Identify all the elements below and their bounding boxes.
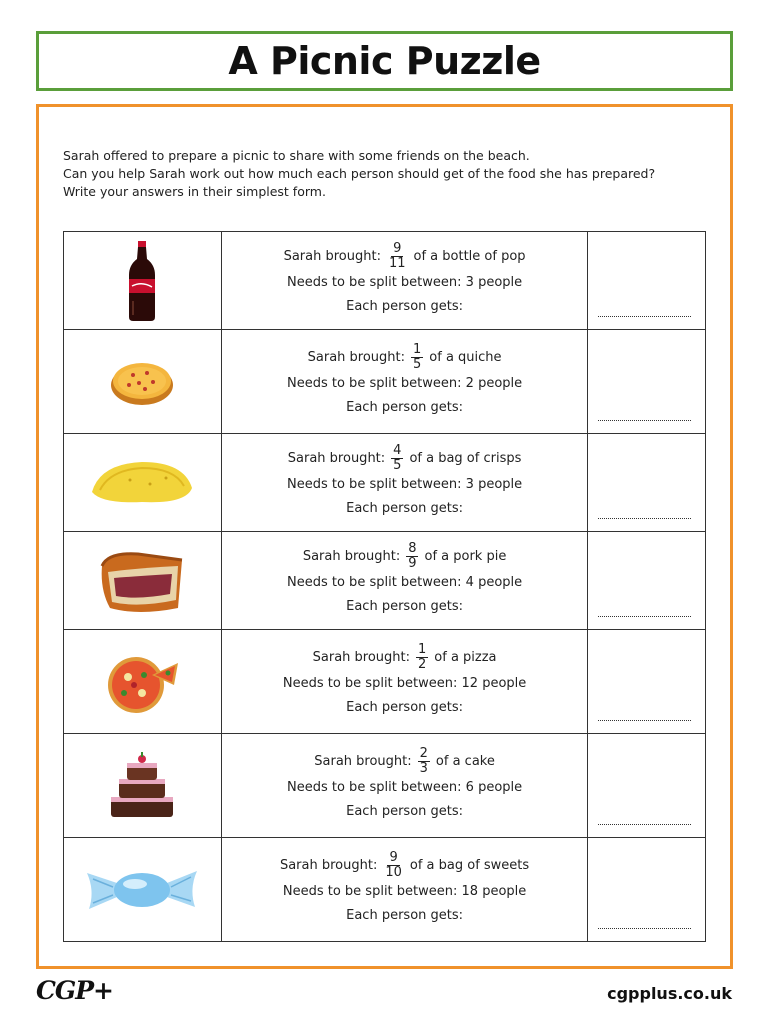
split-label: Needs to be split between:: [282, 676, 458, 691]
brought-label: Sarah brought:: [283, 249, 381, 264]
item-label: of a cake: [435, 754, 495, 769]
answer-cell[interactable]: [588, 434, 706, 532]
question-cell: [221, 330, 587, 434]
each-label: Each person gets:: [346, 908, 464, 923]
item-label: of a bag of sweets: [409, 858, 530, 873]
image-cell: [64, 630, 222, 734]
split-label: Needs to be split between:: [287, 477, 462, 492]
answer-line: [598, 824, 691, 825]
fraction: [383, 851, 404, 880]
answer-cell[interactable]: [588, 630, 706, 734]
table-row: [64, 734, 706, 838]
each-label: Each person gets:: [346, 804, 464, 819]
each-label: Each person gets:: [346, 599, 464, 614]
intro-line-1: Sarah offered to prepare a picnic to share with some friends on the beach.: [63, 148, 530, 163]
fraction-denominator: 2: [418, 657, 427, 672]
answer-cell[interactable]: [588, 232, 706, 330]
fraction: [391, 444, 403, 473]
people-count: 2 people: [465, 376, 523, 391]
fraction-denominator: 11: [388, 256, 406, 271]
quiche-icon: [64, 357, 221, 407]
image-cell: [64, 232, 222, 330]
page-title: A Picnic Puzzle: [228, 39, 541, 83]
people-count: 4 people: [465, 575, 523, 590]
intro-text: [63, 147, 703, 201]
item-label: of a pizza: [434, 650, 497, 665]
fraction-numerator: 9: [393, 241, 402, 256]
image-cell: [64, 734, 222, 838]
split-label: Needs to be split between:: [287, 376, 462, 391]
brought-label: Sarah brought:: [314, 754, 412, 769]
fraction-denominator: 3: [419, 761, 428, 776]
fraction-numerator: 8: [408, 541, 417, 556]
fraction-numerator: 1: [413, 342, 422, 357]
split-label: Needs to be split between:: [287, 780, 462, 795]
cake-icon: [64, 751, 221, 821]
answer-line: [598, 316, 691, 317]
image-cell: [64, 434, 222, 532]
item-label: of a quiche: [429, 350, 502, 365]
pork-pie-icon: [64, 546, 221, 616]
brought-label: Sarah brought:: [307, 350, 405, 365]
answer-line: [598, 518, 691, 519]
puzzle-table: [63, 231, 706, 942]
question-cell: [221, 232, 587, 330]
crisp-icon: [64, 458, 221, 508]
image-cell: [64, 330, 222, 434]
brought-label: Sarah brought:: [287, 451, 386, 466]
question-cell: [221, 532, 587, 630]
fraction-numerator: 2: [419, 746, 428, 761]
table-row: [64, 630, 706, 734]
people-count: 6 people: [465, 780, 523, 795]
cgp-logo: CGP+: [36, 976, 113, 1005]
each-label: Each person gets:: [346, 400, 464, 415]
each-label: Each person gets:: [346, 299, 464, 314]
table-row: [64, 232, 706, 330]
fraction-numerator: 9: [389, 850, 398, 865]
fraction-numerator: 1: [418, 642, 427, 657]
question-cell: [221, 630, 587, 734]
bottle-of-pop-icon: [64, 241, 221, 321]
footer-url[interactable]: cgpplus.co.uk: [607, 984, 732, 1003]
people-count: 12 people: [461, 676, 527, 691]
fraction: [416, 643, 428, 672]
image-cell: [64, 838, 222, 942]
fraction: [418, 747, 430, 776]
brought-label: Sarah brought:: [312, 650, 410, 665]
sweet-icon: [64, 865, 221, 915]
answer-line: [598, 420, 691, 421]
table-row: [64, 838, 706, 942]
worksheet-box: [36, 104, 733, 969]
question-cell: [221, 734, 587, 838]
pizza-icon: [64, 649, 221, 715]
item-label: of a bag of crisps: [409, 451, 522, 466]
item-label: of a bottle of pop: [413, 249, 526, 264]
split-label: Needs to be split between:: [287, 275, 462, 290]
fraction-numerator: 4: [393, 443, 402, 458]
fraction-denominator: 5: [393, 458, 402, 473]
question-cell: [221, 838, 587, 942]
fraction-denominator: 10: [385, 865, 402, 880]
fraction: [406, 542, 418, 571]
fraction-denominator: 9: [408, 556, 417, 571]
each-label: Each person gets:: [346, 700, 464, 715]
answer-cell[interactable]: [588, 838, 706, 942]
people-count: 3 people: [465, 275, 523, 290]
answer-line: [598, 616, 691, 617]
intro-line-3: Write your answers in their simplest form.: [63, 184, 326, 199]
answer-cell[interactable]: [588, 532, 706, 630]
each-label: Each person gets:: [346, 501, 464, 516]
answer-cell[interactable]: [588, 734, 706, 838]
table-row: [64, 532, 706, 630]
table-row: [64, 434, 706, 532]
image-cell: [64, 532, 222, 630]
fraction: [411, 343, 423, 372]
people-count: 18 people: [461, 884, 527, 899]
fraction-denominator: 5: [413, 357, 422, 372]
brought-label: Sarah brought:: [302, 549, 401, 564]
table-row: [64, 330, 706, 434]
fraction: [387, 242, 408, 271]
answer-cell[interactable]: [588, 330, 706, 434]
people-count: 3 people: [465, 477, 523, 492]
brought-label: Sarah brought:: [279, 858, 378, 873]
question-cell: [221, 434, 587, 532]
split-label: Needs to be split between:: [287, 575, 462, 590]
split-label: Needs to be split between:: [282, 884, 458, 899]
answer-line: [598, 928, 691, 929]
item-label: of a pork pie: [424, 549, 507, 564]
title-box: [36, 31, 733, 91]
answer-line: [598, 720, 691, 721]
intro-line-2: Can you help Sarah work out how much each person should get of the food she has prepared?: [63, 166, 656, 181]
